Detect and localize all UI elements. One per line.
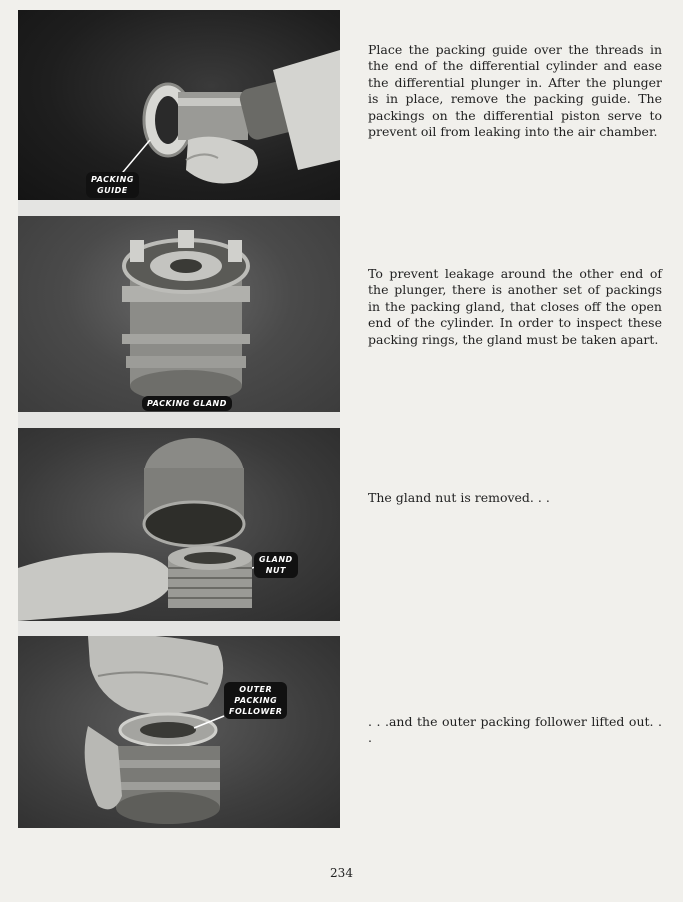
label-packing-guide bbox=[86, 172, 139, 198]
sleeve-right bbox=[273, 50, 340, 170]
photo-gland-nut bbox=[18, 428, 340, 621]
photo-outer-packing-follower bbox=[18, 636, 340, 828]
photo-packing-gland bbox=[18, 216, 340, 412]
caption-outer-packing-follower: . . .and the outer packing follower lifted out. . . bbox=[368, 714, 662, 746]
label-gland-nut-line-2: NUT bbox=[265, 566, 286, 575]
page-number: 234 bbox=[330, 866, 353, 880]
label-packing-gland-line-1: PACKING GLAND bbox=[147, 399, 227, 408]
label-packing-guide-line-2: GUIDE bbox=[97, 186, 128, 195]
label-packing-guide-line-1: PACKING bbox=[91, 175, 134, 184]
photo-packing-gland-drawing bbox=[18, 216, 340, 412]
photo-column bbox=[18, 10, 340, 828]
hand-holding-nut bbox=[18, 553, 174, 621]
label-outer-packing-follower-line-3: FOLLOWER bbox=[229, 707, 283, 716]
photo-packing-guide-drawing bbox=[18, 10, 340, 200]
caption-packing-guide: Place the packing guide over the threads in the end of the differential cylinder and ease the differential plunger in. After the plunger is in place, remove the packing guide. The packings on the differential piston serve to prevent oil from leaking into the air chamber. bbox=[368, 42, 662, 140]
hand-lower bbox=[186, 137, 258, 184]
caption-packing-gland: To prevent leakage around the other end of the plunger, there is another set of packings in the packing gland, that closes off the open end of the cylinder. In order to inspect these packing rings, the gland must be taken apart. bbox=[368, 266, 662, 347]
label-outer-packing-follower-line-1: OUTER bbox=[239, 685, 273, 694]
label-outer-packing-follower bbox=[224, 682, 287, 719]
photo-packing-guide bbox=[18, 10, 340, 200]
photo-outer-packing-follower-drawing bbox=[18, 636, 340, 828]
caption-gland-nut: The gland nut is removed. . . bbox=[368, 490, 550, 505]
label-packing-gland bbox=[142, 396, 232, 411]
hand-left bbox=[85, 726, 122, 809]
photo-gland-nut-drawing bbox=[18, 428, 340, 621]
label-outer-packing-follower-line-2: PACKING bbox=[234, 696, 278, 705]
label-gland-nut bbox=[254, 552, 298, 578]
label-gland-nut-line-1: GLAND bbox=[259, 555, 293, 564]
